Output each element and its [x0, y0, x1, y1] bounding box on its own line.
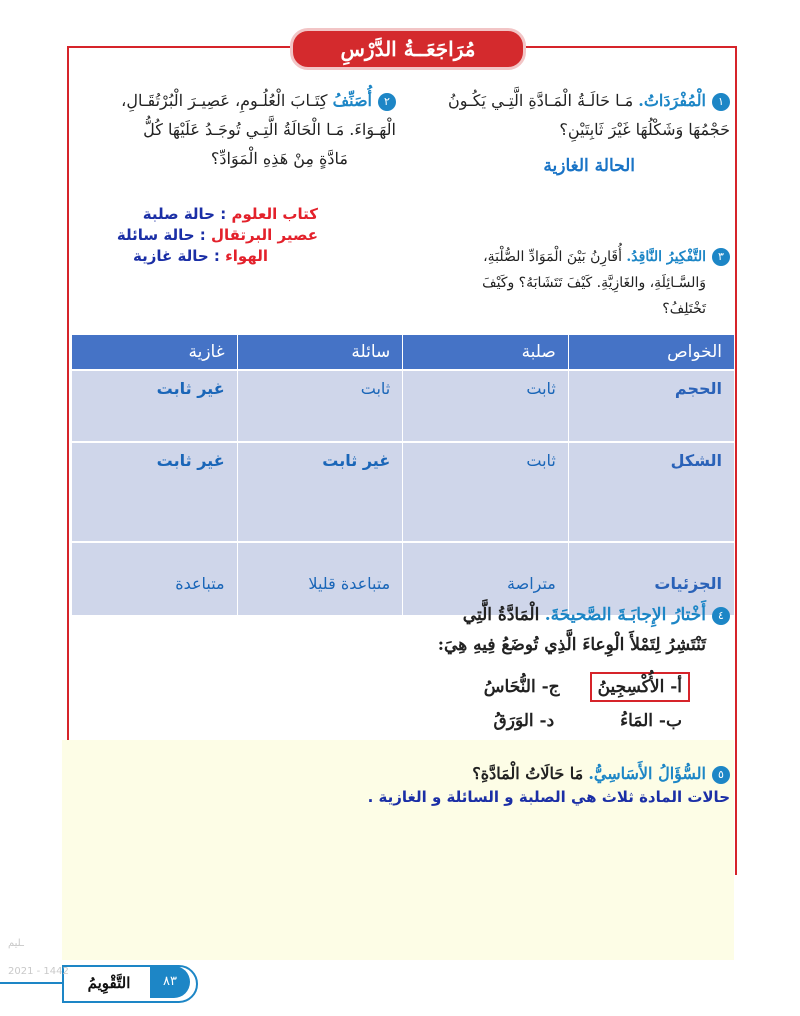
question-3-line3: تَخْتَلِفُ؟ [662, 301, 706, 317]
question-5-answer: حالات المادة ثلاث هي الصلبة و السائلة و الغازية . [367, 788, 730, 806]
question-1-line2: حَجْمُهَا وَشَكْلُهَا غَيْرَ ثَابِتَيْنِ؟ [559, 120, 730, 139]
table-cell: الشكل [568, 442, 734, 542]
answer-line-2 [72, 225, 318, 246]
question-number-3: ٣ [712, 248, 730, 266]
question-2-line2: الْهَـوَاءَ. مَـا الْحَالَةُ الَّتِـي تُوجَـدُ عَلَيْهَا كُلُّ [143, 120, 396, 139]
page-number: ٨٣ [150, 966, 190, 998]
question-3-key: التَّفْكِيرُ النَّاقِدُ. [626, 249, 706, 265]
question-number-4: ٤ [712, 607, 730, 625]
question-2 [64, 86, 396, 173]
question-5 [300, 762, 730, 786]
table-cell: ثابت [403, 442, 569, 542]
table-cell: متباعدة [72, 542, 238, 615]
table-cell: الجزئيات [568, 542, 734, 615]
question-1-line1: مَـا حَالَـةُ الْمَـادَّةِ الَّتِـي يَكُـونُ [448, 91, 634, 110]
page-title: مُرَاجَعَــةُ الدَّرْسِ [290, 28, 526, 70]
header-gas: غازية [72, 335, 238, 370]
question-1 [400, 86, 730, 181]
table-cell: متراصة [403, 542, 569, 615]
table-cell: ثابت [237, 370, 403, 442]
table-row [72, 370, 735, 442]
question-2-key: أُصَنِّفُ [332, 91, 372, 110]
answer-1-item: كتاب العلوم [231, 205, 318, 223]
question-4-line1: الْمَادَّةُ الَّتِي [462, 605, 540, 625]
question-5-key: السُّؤَالُ الأَسَاسِيُّ. [588, 764, 706, 783]
table-cell: الحجم [568, 370, 734, 442]
table-cell: غير ثابت [237, 442, 403, 542]
question-number-1: ١ [712, 93, 730, 111]
table-cell: غير ثابت [72, 442, 238, 542]
table-header-row [72, 335, 735, 370]
question-number-5: ٥ [712, 766, 730, 784]
answer-1-state: : حالة صلبة [142, 205, 227, 223]
question-1-answer: الحالة الغازية [543, 156, 635, 176]
question-3-line2: وَالسَّـائِلَةِ، والغَازِيَّةِ. كَيْفَ تَتَشَابَهُ؟ وكَيْفَ [482, 275, 706, 291]
question-4 [330, 600, 730, 660]
question-4-key: أَخْتارُ الإِجابَـةَ الصَّحيحَةَ. [544, 605, 706, 625]
question-3-line1: أُقَارِنُ بَيْنَ الْمَوَادِّ الصُّلْبَةِ، [483, 249, 622, 265]
question-number-2: ٢ [378, 93, 396, 111]
frame-top-left [68, 46, 293, 48]
table-row [72, 442, 735, 542]
footer-section-label: التَّقْوِيمُ [87, 974, 131, 992]
footer-rule [0, 982, 66, 984]
header-liquid: سائلة [237, 335, 403, 370]
option-a-selected[interactable]: أ- الأُكْسِجِينُ [590, 672, 690, 702]
option-c[interactable]: ج- النُّحَاسُ [483, 677, 560, 697]
answer-line-1 [72, 204, 318, 225]
option-d[interactable]: د- الوَرَقُ [493, 711, 555, 731]
question-4-options [360, 670, 690, 738]
answer-line-3 [72, 246, 268, 267]
question-3 [380, 244, 730, 322]
table-cell: ثابت [403, 370, 569, 442]
header-properties: الخواص [568, 335, 734, 370]
table-cell: غير ثابت [72, 370, 238, 442]
question-2-line3: مَادَّةٍ مِنْ هَذِهِ الْمَوَادِّ؟ [210, 149, 348, 168]
answer-3-item: الهواء [225, 247, 268, 265]
frame-right [735, 47, 737, 875]
question-2-answers [72, 204, 318, 267]
watermark-year: 2021 - 1442 [8, 966, 69, 977]
answer-3-state: : حالة غازية [133, 247, 220, 265]
question-4-line2: تَنْتَشِرُ لِتَمْلأَ الْوِعاءَ الَّذِي تُوضَعُ فِيهِ هِيَ: [437, 635, 706, 655]
question-1-key: الْمُفْرَدَاتُ. [638, 91, 706, 110]
watermark-text: ـليم [8, 938, 24, 949]
header-solid: صلبة [403, 335, 569, 370]
answer-2-state: : حالة سائلة [116, 226, 206, 244]
option-b[interactable]: ب- المَاءُ [620, 711, 682, 731]
frame-top-right [520, 46, 737, 48]
question-2-line1: كِتَـابَ الْعُلُـومِ، عَصِيـرَ الْبُرْتُقَـالِ، [121, 91, 328, 110]
table-cell: متباعدة قليلا [237, 542, 403, 615]
properties-table [71, 335, 734, 615]
answer-2-item: عصير البرتقال [210, 226, 318, 244]
question-5-text: مَا حَالَاتُ الْمَادَّةِ؟ [472, 764, 584, 783]
